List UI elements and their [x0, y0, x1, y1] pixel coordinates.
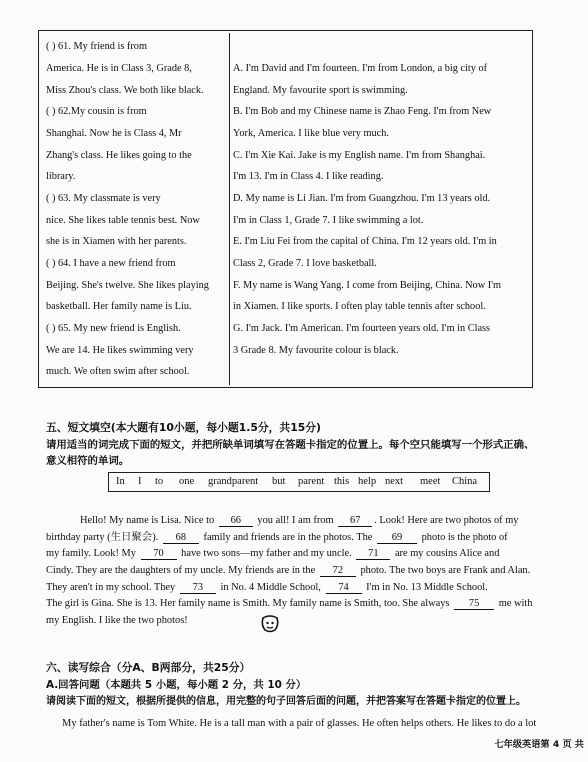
option-e-line-1: E. I'm Liu Fei from the capital of China. I'm 12 years old. I'm in: [233, 236, 497, 247]
q64-line-1: ( ) 64. I have a new friend from: [46, 258, 176, 269]
blank-70[interactable]: 70: [141, 548, 177, 560]
passage-line-5: They aren't in my school. They 73 in No. 4 Middle School, 74 I'm in No. 13 Middle School.: [46, 582, 488, 593]
q63-line-2: nice. She likes table tennis best. Now: [46, 215, 200, 226]
q62-line-4: library.: [46, 171, 76, 182]
blank-75[interactable]: 75: [454, 598, 494, 610]
section6-instruction: 请阅读下面的短文，根据所提供的信息，用完整的句子回答后面的问题，并把答案写在答题卡指定的位置上。: [46, 696, 526, 707]
section5-instruction-2: 意义相符的单词。: [46, 455, 130, 467]
option-g-line-1: G. I'm Jack. I'm American. I'm fourteen years old. I'm in Class: [233, 323, 491, 334]
blank-74[interactable]: 74: [326, 582, 362, 594]
word-bank-item: to: [155, 476, 164, 487]
q63-line-1: ( ) 63. My classmate is very: [46, 193, 161, 204]
q65-line-2: We are 14. He likes swimming very: [46, 345, 194, 356]
passage-line-1: Hello! My name is Lisa. Nice to 66 you all! I am from 67 . Look! Here are two photos of my: [80, 515, 519, 526]
q61-line-2: America. He is in Class 3, Grade 8,: [46, 63, 192, 74]
section5-title: 五、短文填空(本大题有10小题，每小题1.5分，共15分): [46, 421, 321, 434]
q61-line-3: Miss Zhou's class. We both like black.: [46, 85, 204, 96]
q63-line-3: she is in Xiamen with her parents.: [46, 236, 187, 247]
word-bank-item: but: [272, 476, 286, 487]
word-bank-item: parent: [298, 476, 325, 487]
option-c-line-2: I'm 13. I'm in Class 4. I like reading.: [233, 171, 384, 182]
word-bank-item: In: [116, 476, 125, 487]
passage-line-2: birthday party (生日聚会). 68 family and friends are in the photos. The 69 photo is the photo of: [46, 532, 508, 543]
q64-line-3: basketball. Her family name is Liu.: [46, 301, 192, 312]
option-a-line-2: England. My favourite sport is swimming.: [233, 85, 408, 96]
q64-line-2: Beijing. She's twelve. She likes playing: [46, 280, 209, 291]
word-bank-item: help: [358, 476, 377, 487]
blank-66[interactable]: 66: [219, 515, 253, 527]
matching-divider: [229, 33, 230, 385]
option-f-line-1: F. My name is Wang Yang. I come from Beijing, China. Now I'm: [233, 280, 501, 291]
option-d-line-2: I'm in Class 1, Grade 7. I like swimming a lot.: [233, 215, 424, 226]
blank-67[interactable]: 67: [338, 515, 372, 527]
section6-passage-start: My father's name is Tom White. He is a tall man with a pair of glasses. He often helps others. He likes to do a lot: [62, 718, 537, 729]
blank-68[interactable]: 68: [163, 532, 199, 544]
q65-line-1: ( ) 65. My new friend is English.: [46, 323, 181, 334]
blank-72[interactable]: 72: [320, 565, 356, 577]
word-bank-item: meet: [420, 476, 441, 487]
option-a-line-1: A. I'm David and I'm fourteen. I'm from London, a big city of: [233, 63, 488, 74]
blank-69[interactable]: 69: [377, 532, 417, 544]
q62-line-3: Zhang's class. He likes going to the: [46, 150, 192, 161]
word-bank-item: this: [334, 476, 350, 487]
word-bank-item: I: [138, 476, 142, 487]
word-bank-item: grandparent: [208, 476, 259, 487]
option-e-line-2: Class 2, Grade 7. I love basketball.: [233, 258, 377, 269]
option-c-line-1: C. I'm Xie Kai. Jake is my English name. I'm from Shanghai.: [233, 150, 486, 161]
q62-line-2: Shanghai. Now he is Class 4, Mr: [46, 128, 182, 139]
section6-title: 六、读写综合（分A、B两部分，共25分）: [46, 661, 251, 674]
doodle-face-icon: [260, 615, 280, 633]
section5-instruction-1: 请用适当的词完成下面的短文，并把所缺单词填写在答题卡指定的位置上。每个空只能填写一个形式正确、: [46, 439, 535, 451]
passage-line-4: Cindy. They are the daughters of my uncle. My friends are in the 72 photo. The two boys are Frank and Alan.: [46, 565, 531, 576]
q61-line-1: ( ) 61. My friend is from: [46, 41, 147, 52]
word-bank-item: one: [179, 476, 195, 487]
word-bank-item: China: [452, 476, 478, 487]
option-b-line-2: York, America. I like blue very much.: [233, 128, 389, 139]
option-d-line-1: D. My name is Li Jian. I'm from Guangzhou. I'm 13 years old.: [233, 193, 491, 204]
passage-line-7: my English. I like the two photos!: [46, 615, 188, 626]
option-g-line-2: 3 Grade 8. My favourite colour is black.: [233, 345, 399, 356]
passage-line-6: The girl is Gina. She is 13. Her family name is Smith. My family name is Smith, too. She always 75 me with: [46, 598, 533, 609]
page-footer: 七年级英语第 4 页 共: [494, 739, 584, 750]
word-bank-item: next: [385, 476, 404, 487]
option-b-line-1: B. I'm Bob and my Chinese name is Zhao Feng. I'm from New: [233, 106, 492, 117]
blank-73[interactable]: 73: [180, 582, 216, 594]
passage-line-3: my family. Look! My 70 have two sons—my father and my uncle. 71 are my cousins Alice and: [46, 548, 500, 559]
q65-line-3: much. We often swim after school.: [46, 366, 190, 377]
option-f-line-2: in Xiamen. I like sports. I often play table tennis after school.: [233, 301, 486, 312]
blank-71[interactable]: 71: [356, 548, 390, 560]
q62-line-1: ( ) 62.My cousin is from: [46, 106, 147, 117]
section6-subtitle: A.回答问题（本题共 5 小题，每小题 2 分，共 10 分）: [46, 679, 307, 691]
